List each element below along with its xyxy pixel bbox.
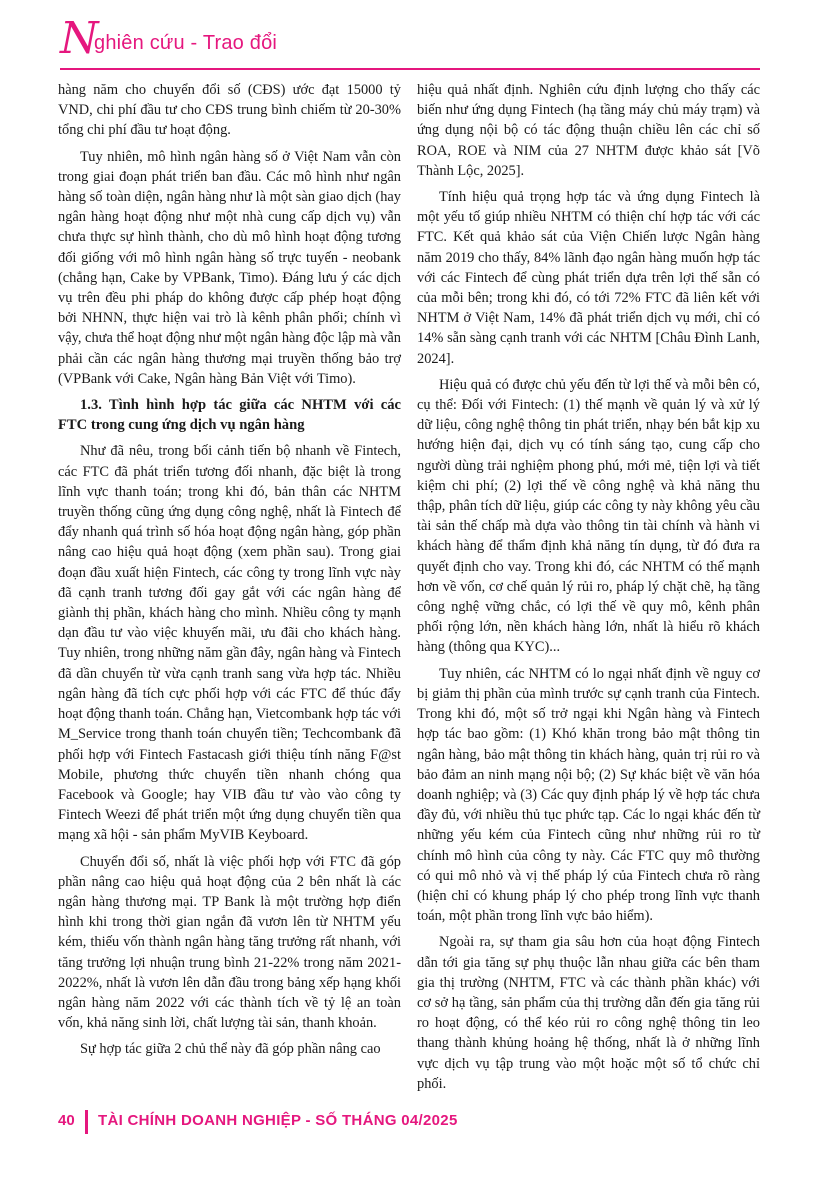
paragraph: hàng năm cho chuyển đổi số (CĐS) ước đạt 15000 tỷ VND, chi phí đầu tư cho CĐS trung bình chiếm từ 20-30% tổng chi phí đầu tư hoạt động. [58,82,401,139]
paragraph: Tuy nhiên, mô hình ngân hàng số ở Việt Nam vẫn còn trong giai đoạn phát triển ban đầu. Các mô hình như ngân hàng số toàn diện, ngân hàng như là một sàn giao dịch (hay ngân hàng hoạt động như một nhà cung cấp dịch vụ) vẫn chưa thực sự hình thành, cho dù mô hình hoạt động tương đối giống với mô hình ngân hàng số trực tuyến - neobank (chẳng hạn, Cake by VPBank, Timo). Đáng lưu ý các dịch vụ trên đều phi pháp do không được cấp phép hoạt động bởi NHNN, thực hiện vai trò là kênh phân phối; chính vì vậy, chưa thể hoạt động như một ngân hàng độc lập mà vẫn phải cần các ngân hàng thương mại truyền thống bảo trợ (VPBank với Cake, Ngân hàng Bản Việt với Timo). [58,148,401,387]
section-title-initial: N [60,13,99,64]
section-heading: 1.3. Tình hình hợp tác giữa các NHTM với các FTC trong cung ứng dịch vụ ngân hàng [58,397,401,434]
footer-divider [85,1110,88,1134]
section-title: ghiên cứu - Trao đổi [94,32,278,54]
page-header [60,14,760,70]
right-column [417,80,760,1100]
header-divider [60,68,760,70]
paragraph: hiệu quả nhất định. Nghiên cứu định lượng cho thấy các biến như ứng dụng Fintech (hạ tầng máy chủ máy trạm) và ứng dụng nội bộ có tác động thuận chiều lên các chỉ số ROA, ROE và NIM của 27 NHTM được khảo sát [Võ Thành Lộc, 2025]. [417,82,760,179]
paragraph: Tính hiệu quả trọng hợp tác và ứng dụng Fintech là một yếu tố giúp nhiều NHTM có thiện chí hợp tác với các FTC. Kết quả khảo sát của Viện Chiến lược Ngân hàng năm 2019 cho thấy, 84% lãnh đạo ngân hàng muốn hợp tác với các Fintech để cùng phát triển dựa trên lợi thế sẵn có của mỗi bên; trong khi đó, có tới 72% FTC đã liên kết với NHTM ở Việt Nam, 14% đã phát triển dịch vụ mới, chỉ có 14% sẵn sàng cạnh tranh với các NHTM [Châu Đình Lanh, 2024]. [417,189,760,367]
left-column [58,80,401,1066]
paragraph: Tuy nhiên, các NHTM có lo ngại nhất định về nguy cơ bị giảm thị phần của mình trước sự cạnh tranh của Fintech. Trong khi đó, một số trở ngại khi Ngân hàng và Fintech hợp tác bao gồm: (1) Khó khăn trong bảo mật thông tin ngân hàng, bảo mật thông tin khách hàng, quản trị rủi ro và bảo đảm an ninh mạng nội bộ; (2) Sự khác biệt về văn hóa doanh nghiệp; và (3) Các quy định pháp lý về hợp tác chưa đầy đủ, với nhiều thủ tục phức tạp. Các lo ngại khác đến từ những yếu kém của Fintech cũng như những rủi ro từ chính mô hình của công ty này. Các FTC quy mô thường có qui mô nhỏ và vị thế pháp lý của Fintech chưa rõ ràng (hiện chỉ có khung pháp lý cho phép trong lĩnh vực thanh toán, một phần trong lĩnh vực bảo hiểm). [417,665,760,925]
paragraph: Sự hợp tác giữa 2 chủ thể này đã góp phần nâng cao [80,1041,381,1058]
page-footer [58,1110,758,1134]
paragraph: Hiệu quả có được chủ yếu đến từ lợi thế và mỗi bên có, cụ thể: Đối với Fintech: (1) thế mạnh về quản lý và xử lý dữ liệu, công nghệ thông tin phát triển, nhạy bén bắt kịp xu hướng hiện đại, dịch vụ có tính sáng tạo, cung cấp cho người dùng trải nghiệm phong phú, mới mẻ, tiện lợi và tiết kiệm chi phí; (2) lợi thế về công nghệ và khả năng thu thập, phân tích dữ liệu, giúp các công ty này không yêu cầu tài sản thế chấp mà dựa vào thông tin tài chính và hành vi khách hàng để thẩm định khả năng tín dụng, từ đó đưa ra quyết định cho vay. Trong khi đó, các NHTM có thế mạnh hơn về vốn, cơ chế quản lý rủi ro, pháp lý chặt chẽ, hạ tầng công nghệ vững chắc, có lợi thế về quy mô, kênh phân phối rộng lớn, nền khách hàng lớn, nhất là hiểu rõ khách hàng (thông qua KYC)... [417,376,760,656]
paragraph: Chuyển đổi số, nhất là việc phối hợp với FTC đã góp phần nâng cao hiệu quả hoạt động của 2 bên nhất là các ngân hàng thương mại. TP Bank là một trường hợp điển hình khi trong thời gian ngắn đã vươn lên từ NHTM yếu kém, thiếu vốn thành ngân hàng tăng trưởng rất nhanh, với tăng trưởng lợi nhuận trung bình 21-22% trong năm 2021-2022%, nhất là vươn lên dẫn đầu trong bảng xếp hạng khối ngân hàng năm 2022 với các thành tích về tỷ lệ an toàn vốn, khả năng sinh lời, chất lượng tài sản, thanh khoản. [58,853,401,1032]
journal-title: TÀI CHÍNH DOANH NGHIỆP - SỐ THÁNG 04/2025 [98,1112,458,1129]
page-number: 40 [58,1112,75,1129]
paragraph: Như đã nêu, trong bối cảnh tiến bộ nhanh về Fintech, các FTC đã phát triển tương đối nhanh, đặc biệt là trong lĩnh vực thanh toán; trong khi đó, bản thân các NHTM truyền thống cũng ứng dụng công nghệ, nhất là Fintech để đẩy nhanh quá trình số hóa hoạt động ngân hàng, góp phần nâng cao hiệu quả hoạt động (xem phần sau). Trong giai đoạn đầu xuất hiện Fintech, các công ty trong lĩnh vực này đã cạnh tranh tương đối gay gắt với các ngân hàng để giành thị phần, khách hàng cho mình. Nhiều công ty mạnh dạn đầu tư vào việc khuyến mãi, ưu đãi cho khách hàng. Tuy nhiên, trong những năm gần đây, ngân hàng và Fintech đã dần chuyển từ vừa cạnh tranh sang vừa hợp tác. Nhiều ngân hàng đã tích cực phối hợp với các FTC để thúc đẩy hoạt động thanh toán. Chẳng hạn, Vietcombank hợp tác với M_Service trong thanh toán chuyển tiền; Techcombank đã phối hợp với Fintech Fastacash giới thiệu tính năng F@st Mobile, phương thức chuyển tiền nhanh chóng qua Facebook và Google; hay VIB đầu tư vào vào công ty Fintech Weezi để phát triển một ứng dụng chuyển tiền qua mạng xã hội - sản phẩm MyVIB Keyboard. [58,443,401,844]
paragraph: Ngoài ra, sự tham gia sâu hơn của hoạt động Fintech dẫn tới gia tăng sự phụ thuộc lẫn nhau giữa các bên tham gia thị trường (NHTM, FTC và các thành phần khác) với cơ sở hạ tầng, sản phẩm của thị trường dẫn đến gia tăng rủi ro hoạt động, có thể kéo rủi ro công nghệ thông tin leo thang thành khủng hoảng hệ thống, nhất là ở những lĩnh vực dịch vụ tập trung vào một hoặc một số tổ chức chỉ phối. [417,934,760,1092]
